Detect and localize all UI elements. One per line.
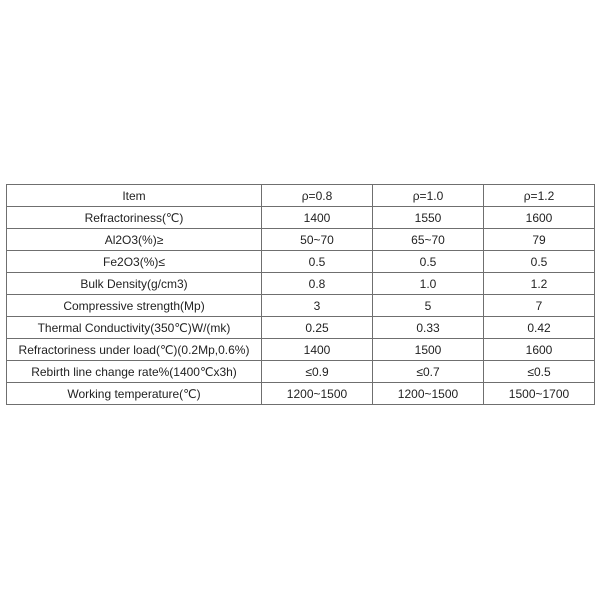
table-cell: 0.5 bbox=[373, 251, 484, 273]
header-cell-density-0-8: ρ=0.8 bbox=[262, 185, 373, 207]
row-label: Rebirth line change rate%(1400℃x3h) bbox=[7, 361, 262, 383]
table-cell: 1200~1500 bbox=[373, 383, 484, 405]
table-cell: 0.5 bbox=[262, 251, 373, 273]
table-cell: ≤0.5 bbox=[484, 361, 595, 383]
properties-table-container bbox=[6, 184, 594, 405]
table-row bbox=[7, 295, 595, 317]
table-cell: 1500 bbox=[373, 339, 484, 361]
header-cell-density-1-2: ρ=1.2 bbox=[484, 185, 595, 207]
table-row bbox=[7, 317, 595, 339]
table-cell: 65~70 bbox=[373, 229, 484, 251]
table-row bbox=[7, 361, 595, 383]
table-cell: 1400 bbox=[262, 339, 373, 361]
table-cell: 0.25 bbox=[262, 317, 373, 339]
table-row bbox=[7, 383, 595, 405]
table-cell: 1550 bbox=[373, 207, 484, 229]
table-cell: 1.2 bbox=[484, 273, 595, 295]
row-label: Refractoriness(℃) bbox=[7, 207, 262, 229]
table-row bbox=[7, 273, 595, 295]
table-header bbox=[7, 185, 595, 207]
table-cell: 5 bbox=[373, 295, 484, 317]
table-cell: 1.0 bbox=[373, 273, 484, 295]
table-cell: 1600 bbox=[484, 207, 595, 229]
header-cell-density-1-0: ρ=1.0 bbox=[373, 185, 484, 207]
table-row bbox=[7, 207, 595, 229]
table-cell: 1500~1700 bbox=[484, 383, 595, 405]
table-cell: 1400 bbox=[262, 207, 373, 229]
row-label: Compressive strength(Mp) bbox=[7, 295, 262, 317]
table-row bbox=[7, 251, 595, 273]
table-cell: 3 bbox=[262, 295, 373, 317]
table-cell: 1600 bbox=[484, 339, 595, 361]
row-label: Working temperature(℃) bbox=[7, 383, 262, 405]
table-row bbox=[7, 229, 595, 251]
table-cell: 0.33 bbox=[373, 317, 484, 339]
table-cell: 0.8 bbox=[262, 273, 373, 295]
row-label: Refractoriness under load(℃)(0.2Mp,0.6%) bbox=[7, 339, 262, 361]
header-row bbox=[7, 185, 595, 207]
table-cell: 0.42 bbox=[484, 317, 595, 339]
row-label: Fe2O3(%)≤ bbox=[7, 251, 262, 273]
row-label: Thermal Conductivity(350℃)W/(mk) bbox=[7, 317, 262, 339]
header-cell-item: Item bbox=[7, 185, 262, 207]
table-cell: 50~70 bbox=[262, 229, 373, 251]
table-cell: 1200~1500 bbox=[262, 383, 373, 405]
table-cell: 7 bbox=[484, 295, 595, 317]
table-cell: ≤0.9 bbox=[262, 361, 373, 383]
table-cell: 79 bbox=[484, 229, 595, 251]
table-cell: ≤0.7 bbox=[373, 361, 484, 383]
table-cell: 0.5 bbox=[484, 251, 595, 273]
row-label: Bulk Density(g/cm3) bbox=[7, 273, 262, 295]
row-label: Al2O3(%)≥ bbox=[7, 229, 262, 251]
table-row bbox=[7, 339, 595, 361]
table-body bbox=[7, 207, 595, 405]
properties-table bbox=[6, 184, 595, 405]
